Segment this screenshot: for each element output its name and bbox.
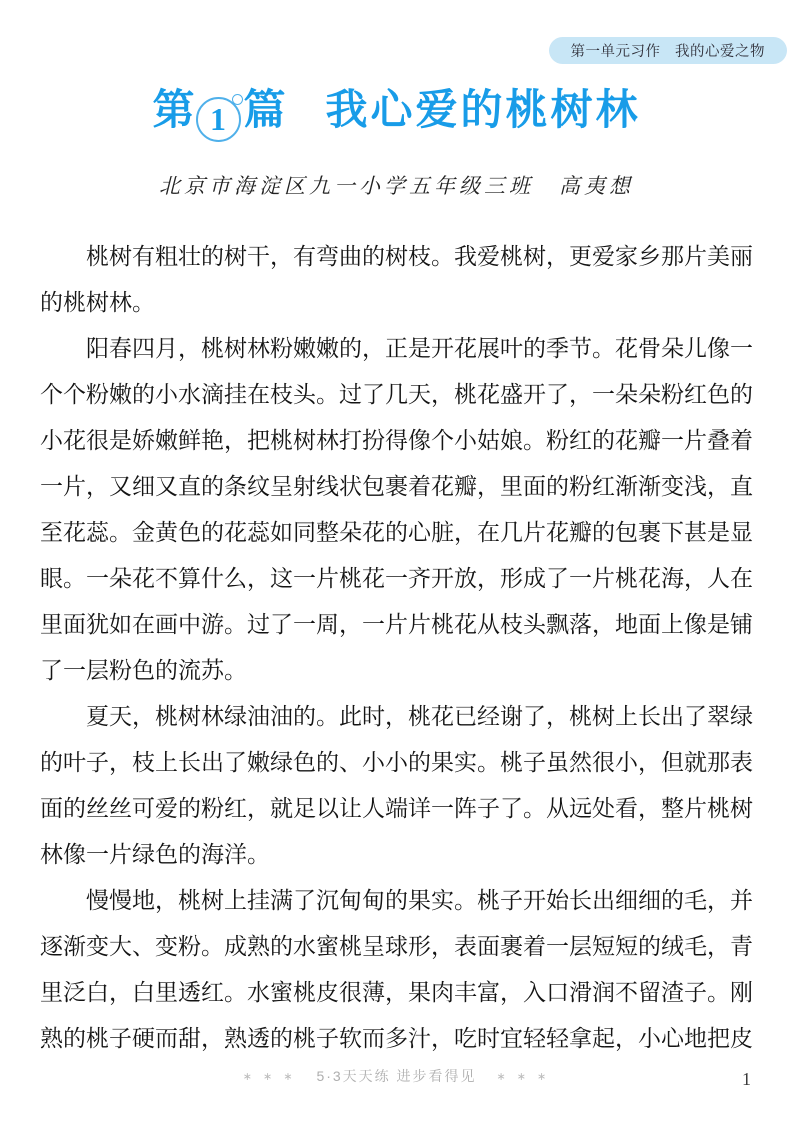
circle-ornament-icon bbox=[232, 94, 243, 105]
unit-badge-topic-label: 我的心爱之物 bbox=[675, 44, 765, 60]
paragraph: 桃树有粗壮的树干，有弯曲的树枝。我爱桃树，更爱家乡那片美丽的桃树林。 bbox=[40, 243, 753, 315]
title-number-circle bbox=[196, 97, 241, 142]
title-number: 1 bbox=[209, 101, 228, 137]
paragraph: 夏天，桃树林绿油油的。此时，桃花已经谢了，桃树上长出了翠绿的叶子，枝上长出了嫩绿色的、小小的果实。桃子虽然很小，但就那表面的丝丝可爱的粉红，就足以让人端详一阵子了。从远处看，整片桃树林像一片绿色的海洋。 bbox=[40, 703, 753, 867]
paragraph: 阳春四月，桃树林粉嫩嫩的，正是开花展叶的季节。花骨朵儿像一个个粉嫩的小水滴挂在枝头。过了几天，桃花盛开了，一朵朵粉红色的小花很是娇嫩鲜艳，把桃树林打扮得像个小姑娘。粉红的花瓣一片叠着一片，又细又直的条纹呈射线状包裹着花瓣，里面的粉红渐渐变浅，直至花蕊。金黄色的花蕊如同整朵花的心脏，在几片花瓣的包裹下甚是显眼。一朵花不算什么，这一片桃花一齐开放，形成了一片桃花海，人在里面犹如在画中游。过了一周，一片片桃花从枝头飘落，地面上像是铺了一层粉色的流苏。 bbox=[40, 335, 753, 683]
title-prefix: 第 bbox=[152, 88, 195, 134]
title-text: 我心爱的桃树林 bbox=[325, 88, 641, 134]
footer bbox=[0, 1066, 793, 1086]
footer-brand: 5·3天天练 进步看得见 bbox=[316, 1068, 477, 1084]
unit-badge bbox=[549, 37, 788, 64]
paragraph: 慢慢地，桃树上挂满了沉甸甸的果实。桃子开始长出细细的毛，并逐渐变大、变粉。成熟的水蜜桃呈球形，表面裹着一层短短的绒毛，青里泛白，白里透红。水蜜桃皮很薄，果肉丰富，入口滑润不留渣子。刚熟的桃子硬而甜，熟透的桃子软而多汁，吃时宜轻轻拿起，小心地把皮 bbox=[40, 887, 753, 1051]
byline: 北京市海淀区九一小学五年级三班 高夷想 bbox=[159, 173, 634, 198]
footer-dots-left: ∗ ∗ ∗ bbox=[242, 1071, 297, 1083]
title-suffix: 篇 bbox=[243, 88, 286, 134]
essay-body bbox=[40, 234, 753, 1062]
unit-badge-unit-label: 第一单元习作 bbox=[570, 44, 661, 60]
essay-title bbox=[0, 88, 793, 142]
footer-dots-right: ∗ ∗ ∗ bbox=[496, 1071, 551, 1083]
page-number: 1 bbox=[742, 1069, 751, 1089]
